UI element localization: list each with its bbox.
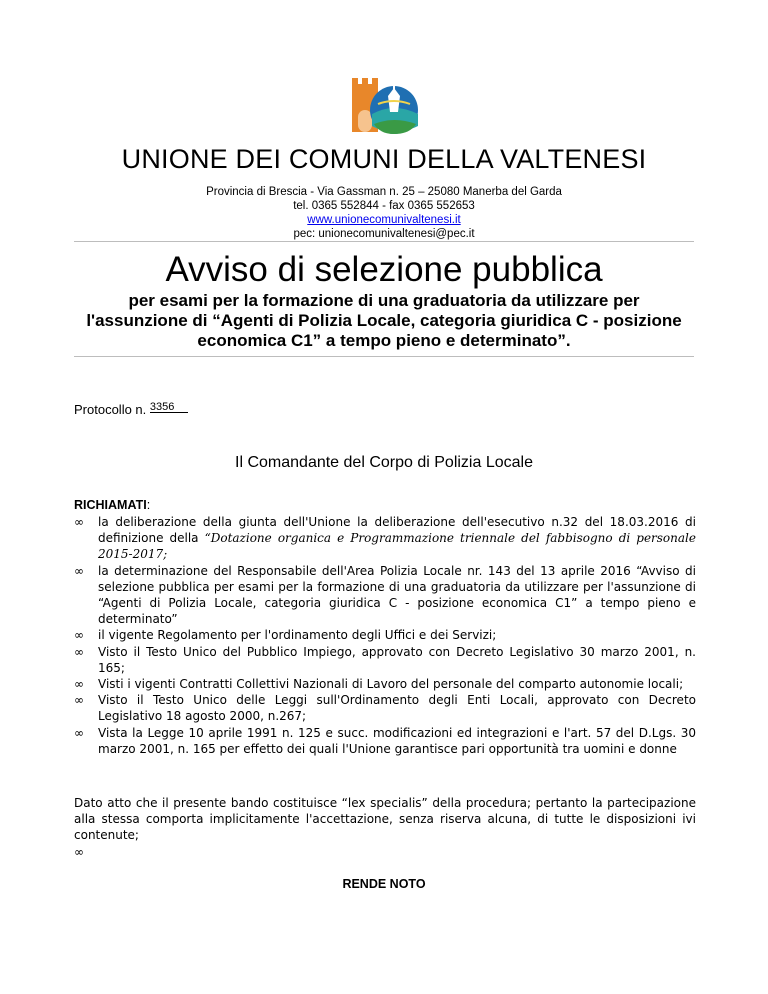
rende-noto-heading: RENDE NOTO — [342, 877, 426, 891]
list-item-text: Vista la Legge 10 aprile 1991 n. 125 e succ. modificazioni ed integrazioni e l'art. 57 del D.Lgs. 30 marzo 2001, n. 165 per effetto dei quali l'Unione garantisce pari opportunità tra uomini e donne — [98, 725, 696, 756]
list-item — [74, 676, 696, 692]
title-divider — [74, 356, 694, 357]
bullet-icon: ∞ — [74, 628, 84, 643]
list-item-text: la determinazione del Responsabile dell'Area Polizia Locale nr. 143 del 13 aprile 2016 “Avviso di selezione pubblica per esami per la formazione di una graduatoria da utilizzare per l'assunzione di “Agenti di Polizia Locale, categoria giuridica C - posizione economica C1” a tempo pieno e determinato” — [98, 563, 696, 627]
richiamati-heading — [74, 498, 150, 512]
org-address: Provincia di Brescia - Via Gassman n. 25 – 25080 Manerba del Garda — [206, 186, 562, 198]
bullet-icon: ∞ — [74, 677, 84, 692]
list-item-text: Visto il Testo Unico del Pubblico Impiego, approvato con Decreto Legislativo 30 marzo 2001, n. 165; — [98, 644, 696, 675]
list-item — [74, 563, 696, 628]
notice-subtitle: per esami per la formazione di una graduatoria da utilizzare per l'assunzione di “Agenti di Polizia Locale, categoria giuridica C - posizione economica C1” a tempo pieno e determinato”. — [86, 291, 682, 350]
bullet-icon: ∞ — [74, 845, 84, 859]
org-phone: tel. 0365 552844 - fax 0365 552653 — [293, 200, 475, 212]
list-item-text: la deliberazione della giunta dell'Unione la deliberazione dell'esecutivo n.32 del 18.03.2016 di definizione della — [98, 515, 696, 546]
list-item-text: il vigente Regolamento per l'ordinamento degli Uffici e dei Servizi; — [98, 628, 497, 643]
list-item — [74, 627, 696, 643]
list-item-text: Visto il Testo Unico delle Leggi sull'Ordinamento degli Enti Locali, approvato con Decreto Legislativo 18 agosto 2000, n.267; — [98, 693, 696, 724]
union-logo — [348, 76, 420, 152]
bullet-icon: ∞ — [74, 644, 84, 659]
richiamati-list — [74, 514, 696, 757]
protocol-label: Protocollo n. — [74, 402, 147, 417]
bullet-icon: ∞ — [74, 725, 84, 740]
org-website-link[interactable]: www.unionecomunivaltenesi.it — [307, 214, 461, 226]
issuer-title: Il Comandante del Corpo di Polizia Locale — [235, 454, 533, 471]
richiamati-colon: : — [146, 498, 151, 512]
protocol-number: 3356 — [150, 402, 188, 413]
protocol-line — [74, 402, 188, 417]
dato-atto-paragraph: Dato atto che il presente bando costituisce “lex specialis” della procedura; pertanto la partecipazione alla stessa comporta implicitamente l'accettazione, senza riserva alcuna, di tutte le disposizioni ivi contenute; — [74, 796, 696, 843]
list-item — [74, 692, 696, 724]
notice-title: Avviso di selezione pubblica — [165, 250, 603, 289]
org-pec: pec: unionecomunivaltenesi@pec.it — [293, 228, 475, 240]
org-name: UNIONE DEI COMUNI DELLA VALTENESI — [121, 144, 647, 174]
bullet-icon: ∞ — [74, 515, 84, 529]
richiamati-label: RICHIAMATI — [74, 498, 147, 512]
list-item-italic: “Dotazione organica e Programmazione triennale del fabbisogno di personale 2015-2017; — [98, 531, 696, 562]
bullet-icon: ∞ — [74, 693, 84, 708]
list-item-text: Visti i vigenti Contratti Collettivi Nazionali di Lavoro del personale del comparto autonomie locali; — [98, 677, 684, 692]
list-item — [74, 725, 696, 757]
list-item — [74, 514, 696, 563]
bullet-icon: ∞ — [74, 563, 84, 578]
list-item — [74, 644, 696, 676]
header-divider — [74, 241, 694, 242]
